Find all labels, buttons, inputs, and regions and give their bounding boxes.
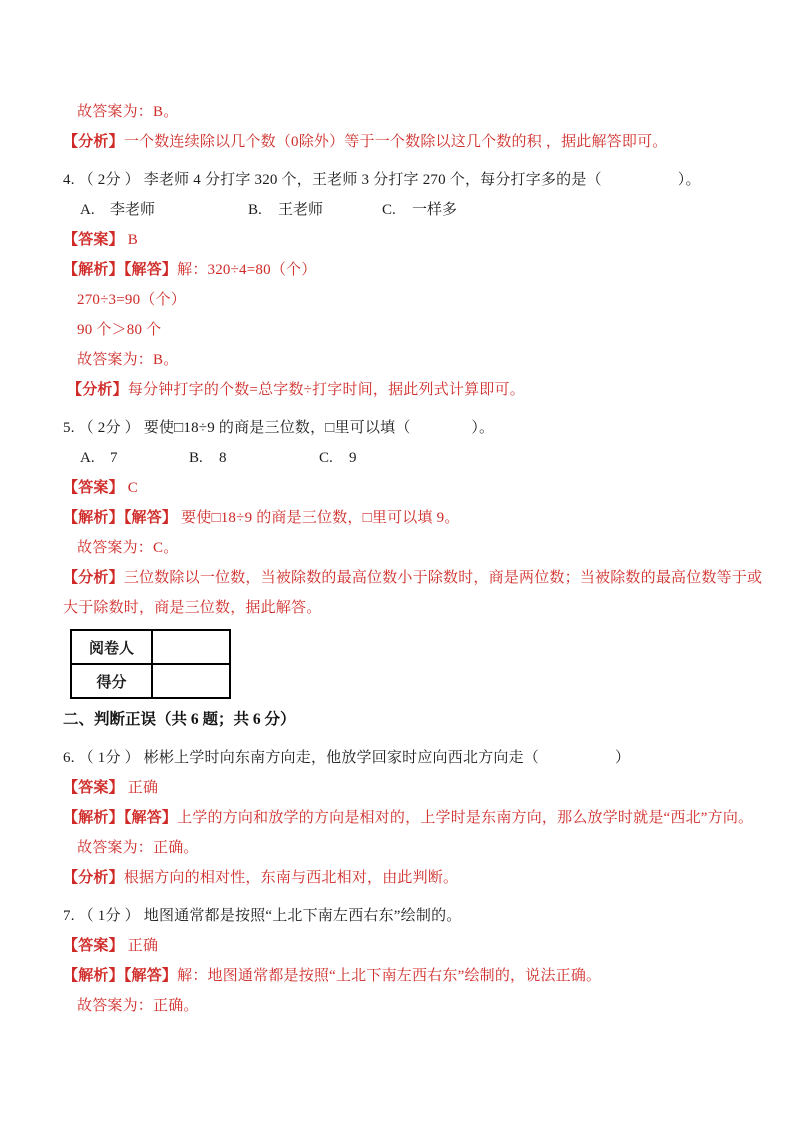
answer-analysis-line: 大于除数时，商是三位数，据此解答。 xyxy=(63,600,322,616)
choice-option xyxy=(80,195,248,225)
score-table xyxy=(70,629,231,699)
choice-option xyxy=(248,195,382,225)
choice-option-text: 王老师 xyxy=(278,202,324,218)
choice-options-row xyxy=(63,443,763,473)
table-cell-blank xyxy=(152,664,230,698)
table-cell-blank xyxy=(152,630,230,664)
answer-analysis-line: 【答案】 正确 xyxy=(63,780,159,796)
answer-analysis-line: 【分析】每分钟打字的个数=总字数÷打字时间，据此列式计算即可。 xyxy=(67,382,525,398)
answer-analysis-line: 【解析】【解答】解：320÷4=80（个） xyxy=(63,262,317,278)
choice-option xyxy=(382,195,457,225)
choice-option xyxy=(80,443,189,473)
answer-analysis-line: 270÷3=90（个） xyxy=(77,292,186,308)
table-row xyxy=(71,664,230,698)
answer-analysis-line: 故答案为：B。 xyxy=(77,352,179,368)
document-content xyxy=(63,97,763,1021)
choice-option-text: 8 xyxy=(219,450,227,466)
answer-analysis-line: 【答案】 B xyxy=(63,232,138,248)
table-row xyxy=(71,630,230,664)
choice-option-text: 7 xyxy=(110,450,118,466)
answer-analysis-line: 【分析】根据方向的相对性，东南与西北相对，由此判断。 xyxy=(63,870,459,886)
choice-option-label: C. xyxy=(382,202,396,218)
question-line: 4. （ 2分 ） 李老师 4 分打字 320 个，王老师 3 分打字 270 个，每分打字多的是（ ）。 xyxy=(63,172,701,188)
answer-analysis-line: 故答案为：正确。 xyxy=(77,998,199,1014)
answer-analysis-line: 故答案为：C。 xyxy=(77,540,179,556)
section-heading: 二、判断正误（共 6 题；共 6 分） xyxy=(63,711,296,728)
answer-analysis-line: 【分析】一个数连续除以几个数（0除外）等于一个数除以这几个数的积 ，据此解答即可。 xyxy=(63,134,668,150)
answer-analysis-line: 90 个＞80 个 xyxy=(77,322,162,338)
choice-option-text: 9 xyxy=(349,450,357,466)
choice-option xyxy=(319,443,357,473)
answer-analysis-line: 【解析】【解答】上学的方向和放学的方向是相对的，上学时是东南方向，那么放学时就是“西北”方向。 xyxy=(63,810,754,826)
choice-option-text: 李老师 xyxy=(110,202,156,218)
question-line: 7. （ 1分 ） 地图通常都是按照“上北下南左西右东”绘制的。 xyxy=(63,908,462,924)
answer-analysis-line: 故答案为：B。 xyxy=(77,104,179,120)
answer-analysis-line: 故答案为：正确。 xyxy=(77,840,199,856)
choice-option-label: B. xyxy=(248,202,262,218)
answer-analysis-line: 【解析】【解答】 要使□18÷9 的商是三位数，□里可以填 9。 xyxy=(63,510,460,526)
question-line: 5. （ 2分 ） 要使□18÷9 的商是三位数，□里可以填（ ）。 xyxy=(63,420,495,436)
question-line: 6. （ 1分 ） 彬彬上学时向东南方向走，他放学回家时应向西北方向走（ ） xyxy=(63,750,631,766)
answer-analysis-line: 【答案】 C xyxy=(63,480,138,496)
answer-analysis-line: 【解析】【解答】解：地图通常都是按照“上北下南左西右东”绘制的，说法正确。 xyxy=(63,968,602,984)
answer-analysis-line: 【答案】 正确 xyxy=(63,938,159,954)
table-cell-label: 得分 xyxy=(71,664,152,698)
choice-option xyxy=(189,443,319,473)
choice-option-label: A. xyxy=(80,450,95,466)
choice-options-row xyxy=(63,195,763,225)
choice-option-label: C. xyxy=(319,450,333,466)
choice-option-label: B. xyxy=(189,450,203,466)
choice-option-label: A. xyxy=(80,202,95,218)
answer-analysis-line: 【分析】三位数除以一位数，当被除数的最高位数小于除数时，商是两位数；当被除数的最高位数等于或 xyxy=(63,570,763,586)
table-cell-label: 阅卷人 xyxy=(71,630,152,664)
choice-option-text: 一样多 xyxy=(412,202,458,218)
